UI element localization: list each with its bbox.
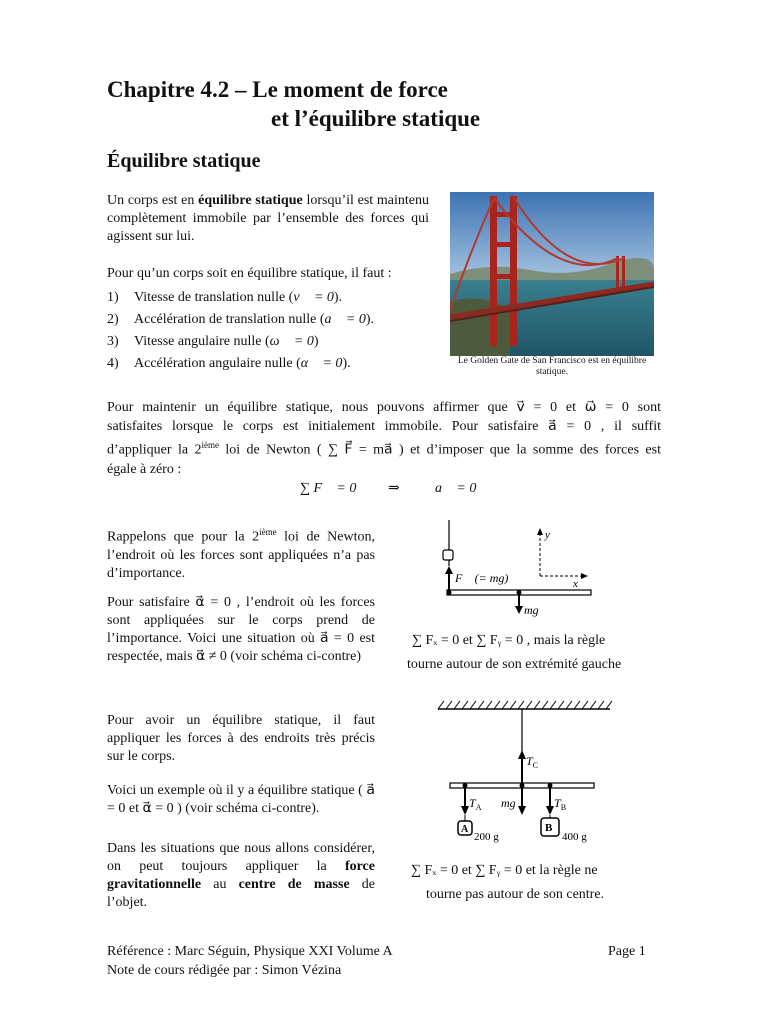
list-item: 2) Accélération de translation nulle (a⃗ = 0).: [107, 312, 374, 327]
intro-paragraph: Un corps est en équilibre statique lorsqu’il est maintenu complètement immobile par l’ensemble des forces qui agissent sur lui.: [107, 193, 429, 244]
paragraph-precise-points: Pour avoir un équilibre statique, il faut appliquer les forces à des endroits très précis sur le corps.: [107, 713, 375, 764]
figure1-caption-line2: tourne autour de son extrémité gauche: [407, 657, 622, 672]
figure-rod-rotation: [405, 518, 645, 618]
tension-a-label: $T_A$: [469, 796, 482, 812]
section-title: Équilibre statique: [107, 150, 261, 172]
footer-author-note: Note de cours rédigée par : Simon Vézina: [107, 963, 342, 978]
tension-b-label: $T_B$: [554, 796, 567, 812]
paragraph-equilibrium: Pour maintenir un équilibre statique, nous pouvons affirmer que v⃗ = 0 et ω⃗ = 0 sont satisfaites lorsque le corps est initialement immobile. Pour satisfaire a⃗ = 0 , il suffit d’appliquer la 2ième loi de Newton ( ∑ F⃗ = ma⃗ ) et d’imposer que la somme des forces est égale à zéro :: [107, 400, 661, 477]
chapter-title-line1: Chapitre 4.2 – Le moment de force: [107, 77, 448, 102]
mass-b-letter: B: [545, 822, 553, 834]
weight-label: mg: [524, 603, 539, 617]
paragraph-alpha: Pour satisfaire α⃗ = 0 , l’endroit où les forces sont appliquées sur le corps prend de l’importance. Voici une situation où a⃗ = 0 est respectée, mais α⃗ ≠ 0 (voir schéma ci-contre): [107, 595, 375, 664]
golden-gate-photo: [450, 192, 654, 356]
bridge-illustration: [450, 192, 654, 356]
figure1-caption-line1: ∑ Fₓ = 0 et ∑ Fᵧ = 0 , mais la règle: [412, 633, 606, 648]
paragraph-center-of-mass: Dans les situations que nous allons considérer, on peut toujours appliquer la force gravitationnelle au centre de masse de l’objet.: [107, 841, 375, 910]
footer-page-number: Page 1: [608, 944, 646, 959]
figure2-caption-line1: ∑ Fₓ = 0 et ∑ Fᵧ = 0 et la règle ne: [411, 863, 598, 878]
photo-caption: Le Golden Gate de San Francisco est en équilibre statique.: [457, 356, 647, 377]
list-item: 4) Accélération angulaire nulle (α⃗ = 0).: [107, 356, 351, 371]
equation-acceleration: a⃗ = 0: [435, 481, 477, 496]
intro-bold-term: équilibre statique: [198, 193, 303, 208]
mass-a-letter: A: [461, 824, 469, 835]
footer-reference: Référence : Marc Séguin, Physique XXI Volume A: [107, 944, 393, 959]
list-item: 3) Vitesse angulaire nulle (ω⃗ = 0): [107, 334, 319, 349]
paragraph-newton: Rappelons que pour la 2ième loi de Newton, l’endroit où les forces sont appliquées n’a pas d’importance.: [107, 527, 375, 581]
figure-balanced-rod: [430, 695, 640, 850]
list-item: 1) Vitesse de translation nulle (v⃗ = 0).: [107, 290, 343, 305]
weight-label: mg: [501, 796, 516, 810]
equation-arrow: ⇒: [388, 481, 400, 496]
force-label: F⃗ (= mg): [455, 571, 509, 585]
figure2-caption-line2: tourne pas autour de son centre.: [426, 887, 605, 902]
x-axis-label: x: [573, 578, 578, 590]
paragraph-example: Voici un exemple où il y a équilibre statique ( a⃗ = 0 et α⃗ = 0 ) (voir schéma ci-contre).: [107, 783, 375, 816]
mass-b-value: 400 g: [562, 831, 587, 843]
spring-scale: [443, 550, 453, 560]
tension-c-label: $T_C$: [526, 754, 539, 770]
conditions-list: [107, 287, 374, 375]
conditions-lead: Pour qu’un corps soit en équilibre statique, il faut :: [107, 266, 392, 281]
ceiling-hatching: [438, 701, 612, 709]
mass-a-value: 200 g: [474, 831, 499, 843]
chapter-title-line2: et l’équilibre statique: [271, 106, 481, 131]
y-axis-label: y: [545, 529, 550, 541]
equation-sum-forces: ∑ F⃗ = 0: [300, 481, 357, 496]
